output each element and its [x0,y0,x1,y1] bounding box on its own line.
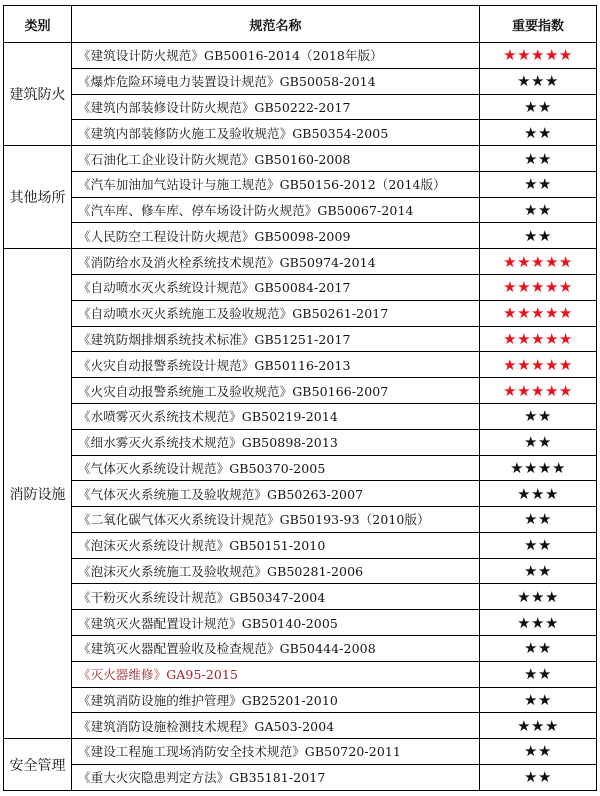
table-row [4,146,597,172]
star-icon: ★ [531,484,545,503]
star-icon: ★ [531,304,545,323]
star-icon: ★ [524,149,538,168]
standard-name: 《二氧化碳气体灭火系统设计规范》GB50193-93（2010版） [72,507,480,533]
standard-name: 《建筑设计防火规范》GB50016-2014（2018年版） [72,43,480,69]
star-icon: ★ [517,587,532,606]
standard-name: 《消防给水及消火栓系统技术规范》GB50974-2014 [72,249,480,275]
standard-name: 《石油化工企业设计防火规范》GB50160-2008 [72,146,480,172]
table-row [4,558,597,584]
standard-name: 《建筑内部装修设计防火规范》GB50222-2017 [72,94,480,120]
star-icon: ★ [538,690,552,709]
star-icon: ★ [544,329,559,348]
star-icon: ★ [544,355,559,374]
star-icon: ★ [538,639,552,658]
table-row [4,687,597,713]
star-icon: ★ [538,562,552,581]
importance-rating [480,558,597,584]
star-icon: ★ [524,407,538,426]
star-icon: ★ [531,72,545,91]
star-icon: ★ [524,562,538,581]
importance-rating [480,146,597,172]
star-icon: ★ [558,278,573,297]
star-icon: ★ [531,587,545,606]
standard-name: 《建筑消防设施的维护管理》GB25201-2010 [72,687,480,713]
star-icon: ★ [517,484,532,503]
table-row [4,661,597,687]
importance-rating [480,403,597,429]
star-icon: ★ [544,381,559,400]
header-name: 规范名称 [72,6,480,43]
star-icon: ★ [538,665,552,684]
table-row [4,68,597,94]
importance-rating [480,610,597,636]
standard-name: 《火灾自动报警系统施工及验收规范》GB50166-2007 [72,378,480,404]
standard-name: 《爆炸危险环境电力装置设计规范》GB50058-2014 [72,68,480,94]
importance-rating [480,429,597,455]
standard-name: 《气体灭火系统施工及验收规范》GB50263-2007 [72,481,480,507]
star-icon: ★ [524,768,538,787]
standard-name: 《细水雾灭火系统技术规范》GB50898-2013 [72,429,480,455]
star-icon: ★ [510,458,525,477]
star-icon: ★ [538,149,552,168]
standard-name: 《建筑灭火器配置验收及检查规范》GB50444-2008 [72,635,480,661]
star-icon: ★ [538,742,552,761]
importance-rating [480,326,597,352]
table-row [4,713,597,739]
table-row [4,326,597,352]
standard-name: 《干粉灭火系统设计规范》GB50347-2004 [72,584,480,610]
star-icon: ★ [503,46,518,65]
star-icon: ★ [558,329,573,348]
star-icon: ★ [558,355,573,374]
star-icon: ★ [524,510,538,529]
standards-table [3,5,597,791]
standard-name: 《气体灭火系统设计规范》GB50370-2005 [72,455,480,481]
table-row [4,94,597,120]
importance-rating [480,120,597,146]
star-icon: ★ [538,226,552,245]
star-icon: ★ [524,536,538,555]
star-icon: ★ [538,201,552,220]
importance-rating [480,249,597,275]
table-body [4,43,597,791]
table-row [4,429,597,455]
header-category: 类别 [4,6,72,43]
importance-rating [480,584,597,610]
star-icon: ★ [517,278,532,297]
importance-rating [480,764,597,790]
star-icon: ★ [517,613,532,632]
table-row [4,223,597,249]
table-row [4,635,597,661]
table-row [4,300,597,326]
star-icon: ★ [517,46,532,65]
importance-rating [480,635,597,661]
importance-rating [480,197,597,223]
star-icon: ★ [524,175,538,194]
star-icon: ★ [531,613,545,632]
star-icon: ★ [531,381,545,400]
star-icon: ★ [503,381,518,400]
star-icon: ★ [544,716,559,735]
table-row [4,197,597,223]
standard-name: 《火灾自动报警系统设计规范》GB50116-2013 [72,352,480,378]
star-icon: ★ [503,278,518,297]
table-row [4,764,597,790]
star-icon: ★ [538,510,552,529]
star-icon: ★ [524,433,538,452]
importance-rating [480,171,597,197]
star-icon: ★ [524,639,538,658]
star-icon: ★ [558,304,573,323]
importance-rating [480,223,597,249]
star-icon: ★ [531,252,545,271]
star-icon: ★ [524,665,538,684]
standard-name: 《汽车加油加气站设计与施工规范》GB50156-2012（2014版） [72,171,480,197]
header-row [4,6,597,43]
star-icon: ★ [517,355,532,374]
star-icon: ★ [538,407,552,426]
category-cell: 消防设施 [4,249,72,739]
star-icon: ★ [524,226,538,245]
category-cell: 其他场所 [4,146,72,249]
standard-name: 《自动喷水灭火系统设计规范》GB50084-2017 [72,275,480,301]
star-icon: ★ [517,252,532,271]
star-icon: ★ [517,304,532,323]
importance-rating [480,687,597,713]
star-icon: ★ [503,252,518,271]
importance-rating [480,455,597,481]
table-row [4,584,597,610]
star-icon: ★ [544,46,559,65]
standard-name: 《自动喷水灭火系统施工及验收规范》GB50261-2017 [72,300,480,326]
table-row [4,275,597,301]
star-icon: ★ [517,72,532,91]
header-rating: 重要指数 [480,6,597,43]
importance-rating [480,507,597,533]
star-icon: ★ [558,381,573,400]
standard-name: 《建设工程施工现场消防安全技术规范》GB50720-2011 [72,739,480,765]
importance-rating [480,68,597,94]
importance-rating [480,481,597,507]
importance-rating [480,532,597,558]
standard-name: 《人民防空工程设计防火规范》GB50098-2009 [72,223,480,249]
table-row [4,249,597,275]
star-icon: ★ [538,97,552,116]
star-icon: ★ [524,97,538,116]
star-icon: ★ [544,252,559,271]
star-icon: ★ [531,716,545,735]
star-icon: ★ [544,72,559,91]
star-icon: ★ [503,355,518,374]
table-row [4,378,597,404]
standard-name: 《建筑防烟排烟系统技术标准》GB51251-2017 [72,326,480,352]
importance-rating [480,300,597,326]
standard-name: 《泡沫灭火系统施工及验收规范》GB50281-2006 [72,558,480,584]
standard-name: 《汽车库、修车库、停车场设计防火规范》GB50067-2014 [72,197,480,223]
star-icon: ★ [544,613,559,632]
importance-rating [480,713,597,739]
importance-rating [480,43,597,69]
importance-rating [480,661,597,687]
importance-rating [480,94,597,120]
category-cell: 安全管理 [4,739,72,791]
table-row [4,120,597,146]
star-icon: ★ [524,458,538,477]
star-icon: ★ [544,587,559,606]
standard-name: 《灭火器维修》GA95-2015 [72,661,480,687]
star-icon: ★ [531,329,545,348]
star-icon: ★ [538,768,552,787]
star-icon: ★ [544,304,559,323]
star-icon: ★ [538,536,552,555]
star-icon: ★ [538,458,552,477]
star-icon: ★ [524,201,538,220]
importance-rating [480,352,597,378]
standard-name: 《重大火灾隐患判定方法》GB35181-2017 [72,764,480,790]
star-icon: ★ [503,329,518,348]
standard-name: 《泡沫灭火系统设计规范》GB50151-2010 [72,532,480,558]
star-icon: ★ [524,123,538,142]
table-row [4,739,597,765]
table-row [4,507,597,533]
star-icon: ★ [524,690,538,709]
star-icon: ★ [551,458,566,477]
standard-name: 《水喷雾灭火系统技术规范》GB50219-2014 [72,403,480,429]
standard-name: 《建筑内部装修防火施工及验收规范》GB50354-2005 [72,120,480,146]
table-row [4,532,597,558]
importance-rating [480,739,597,765]
table-row [4,610,597,636]
star-icon: ★ [558,46,573,65]
star-icon: ★ [538,175,552,194]
star-icon: ★ [538,433,552,452]
importance-rating [480,378,597,404]
table-row [4,455,597,481]
star-icon: ★ [544,484,559,503]
table-row [4,403,597,429]
table-row [4,43,597,69]
star-icon: ★ [517,716,532,735]
importance-rating [480,275,597,301]
table-row [4,171,597,197]
standard-name: 《建筑消防设施检测技术规程》GA503-2004 [72,713,480,739]
star-icon: ★ [531,278,545,297]
star-icon: ★ [517,329,532,348]
star-icon: ★ [531,46,545,65]
star-icon: ★ [503,304,518,323]
table-row [4,481,597,507]
star-icon: ★ [544,278,559,297]
star-icon: ★ [524,742,538,761]
category-cell: 建筑防火 [4,43,72,146]
star-icon: ★ [531,355,545,374]
table-row [4,352,597,378]
star-icon: ★ [517,381,532,400]
standard-name: 《建筑灭火器配置设计规范》GB50140-2005 [72,610,480,636]
star-icon: ★ [558,252,573,271]
star-icon: ★ [538,123,552,142]
